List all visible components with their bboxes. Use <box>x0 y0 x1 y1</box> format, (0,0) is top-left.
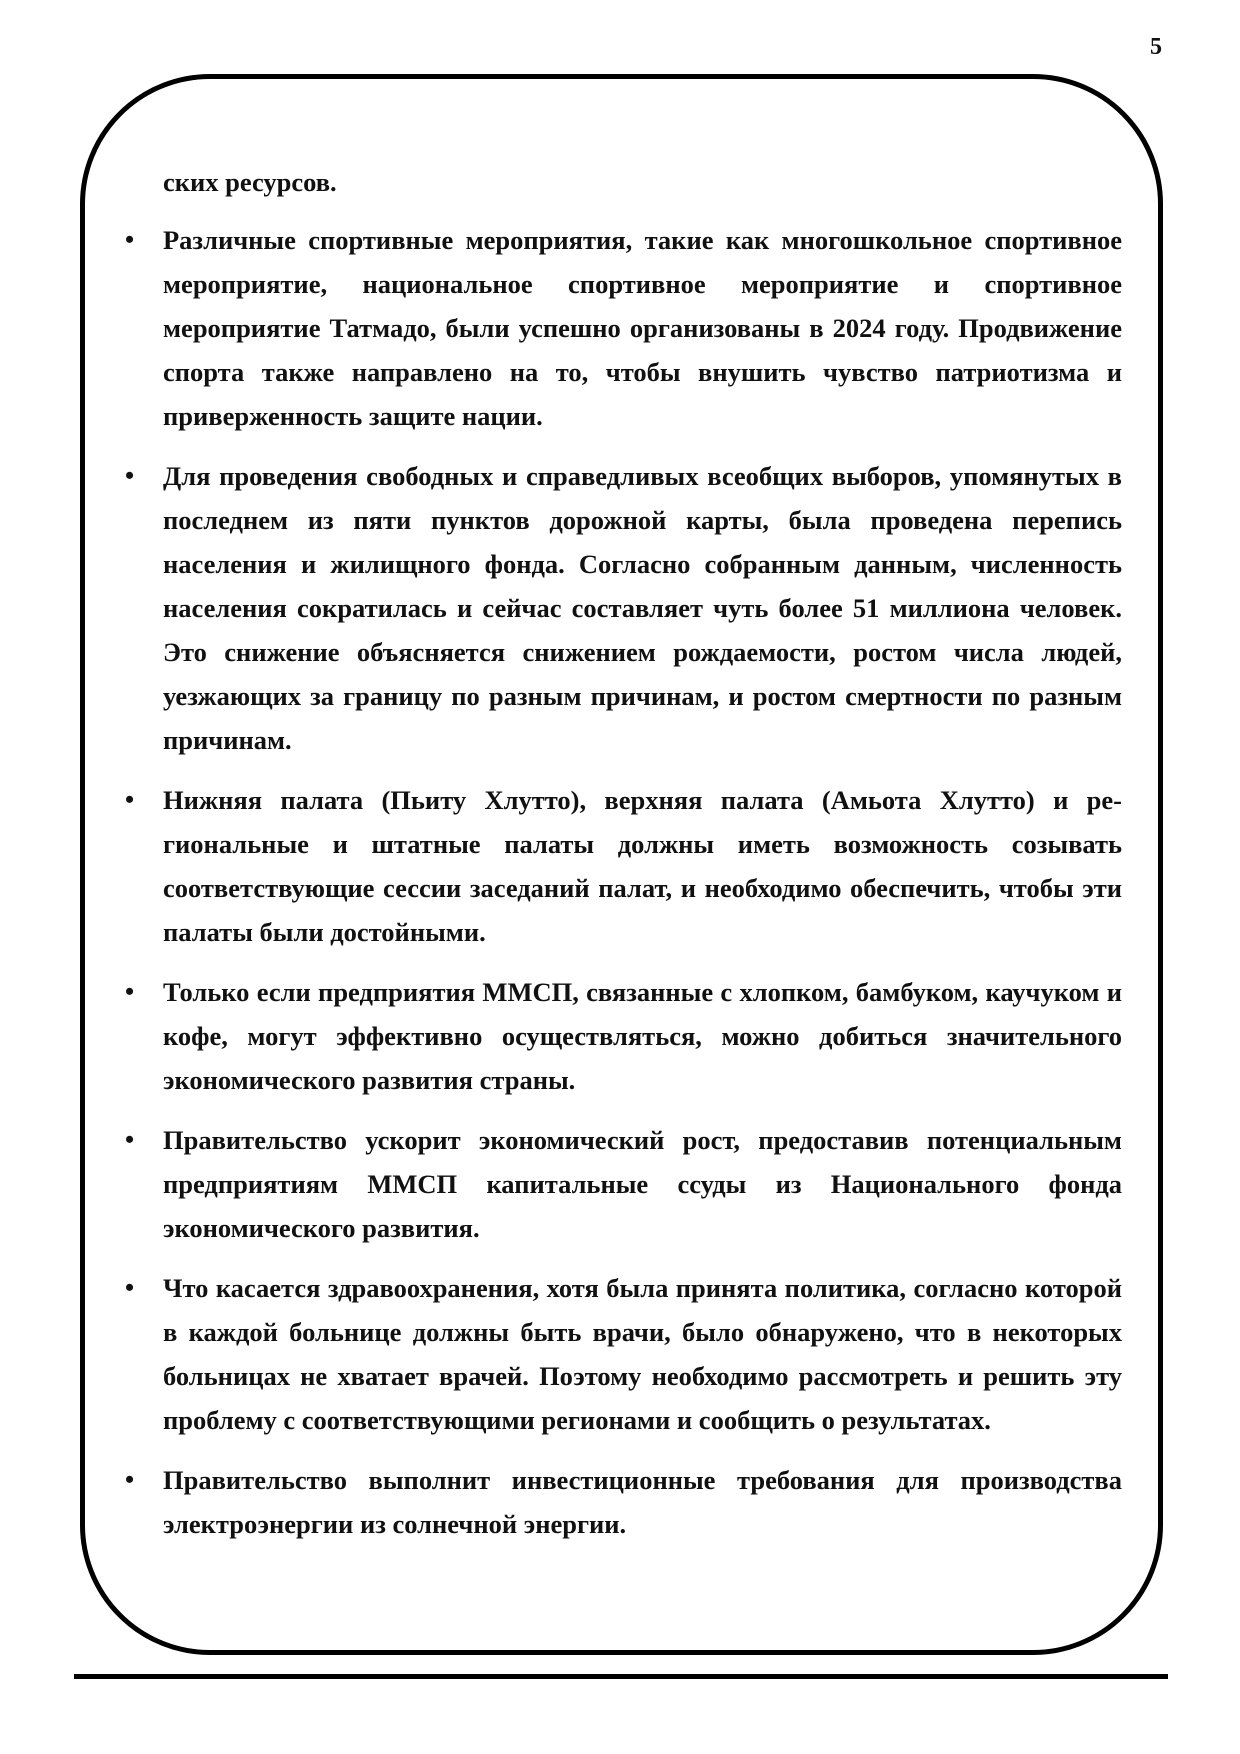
bullet-dot-icon: • <box>125 977 135 1006</box>
bullet-text: Правительство выполнит инвестиционные требования для производства электроэнергии из солнечной энергии. <box>163 1465 1122 1539</box>
bullet-item-parliament <box>123 778 1122 954</box>
bullet-item-healthcare <box>123 1266 1122 1442</box>
bullet-dot-icon: • <box>125 785 135 814</box>
bullet-dot-icon: • <box>125 1465 135 1494</box>
bullet-item-msme-loans <box>123 1118 1122 1250</box>
page-number: 5 <box>1150 34 1162 60</box>
bullet-text: Различные спортивные мероприятия, такие как многошкольное спортивное мероприятие, национальное спортивное мероприятие и спортивное мероприятие Татмадо, были успешно организованы в 2024 году. Продвижение спорта также направлено на то, чтобы внушить чувство патриотизма и приверженность защите нации. <box>163 225 1122 431</box>
bullet-dot-icon: • <box>125 1273 135 1302</box>
bullet-dot-icon: • <box>125 461 135 490</box>
bottom-rule <box>74 1674 1168 1679</box>
bullet-item-sports <box>123 218 1122 438</box>
bullet-item-solar <box>123 1458 1122 1546</box>
bullet-dot-icon: • <box>125 225 135 254</box>
bullet-text: Нижняя палата (Пьиту Хлутто), верхняя палата (Амьота Хлутто) и региональные и штатные палаты должны иметь возможность созывать соответствующие сессии заседаний палат, и необходимо обеспечить, чтобы эти палаты были достойными. <box>163 785 1122 947</box>
bullet-list <box>123 218 1122 1546</box>
document-body <box>123 160 1122 1562</box>
bullet-text: Что касается здравоохранения, хотя была принята политика, согласно которой в каждой больнице должны быть врачи, было обнаружено, что в некоторых больницах не хватает врачей. Поэтому необходимо рассмотреть и решить эту проблему с соответствующими регионами и сообщить о результатах. <box>163 1273 1122 1435</box>
bullet-item-msme-crops <box>123 970 1122 1102</box>
bullet-text: Только если предприятия ММСП, связанные с хлопком, бамбуком, каучуком и кофе, могут эффективно осуществляться, можно добиться значительного экономического развития страны. <box>163 977 1122 1095</box>
bullet-text: Правительство ускорит экономический рост, предоставив потенциальным предприятиям ММСП капитальные ссуды из Национального фонда экономического развития. <box>163 1125 1122 1243</box>
bullet-item-census <box>123 454 1122 762</box>
bullet-text: Для проведения свободных и справедливых всеобщих выборов, упомянутых в последнем из пяти пунктов дорожной карты, была проведена перепись населения и жилищного фонда. Согласно собранным данным, численность населения сократилась и сейчас составляет чуть более 51 миллиона человек. Это снижение объясняется снижением рождаемости, ростом числа людей, уезжающих за границу по разным причинам, и ростом смертности по разным причинам. <box>163 461 1122 755</box>
continuation-text: ских ресурсов. <box>163 167 337 197</box>
bullet-dot-icon: • <box>125 1125 135 1154</box>
